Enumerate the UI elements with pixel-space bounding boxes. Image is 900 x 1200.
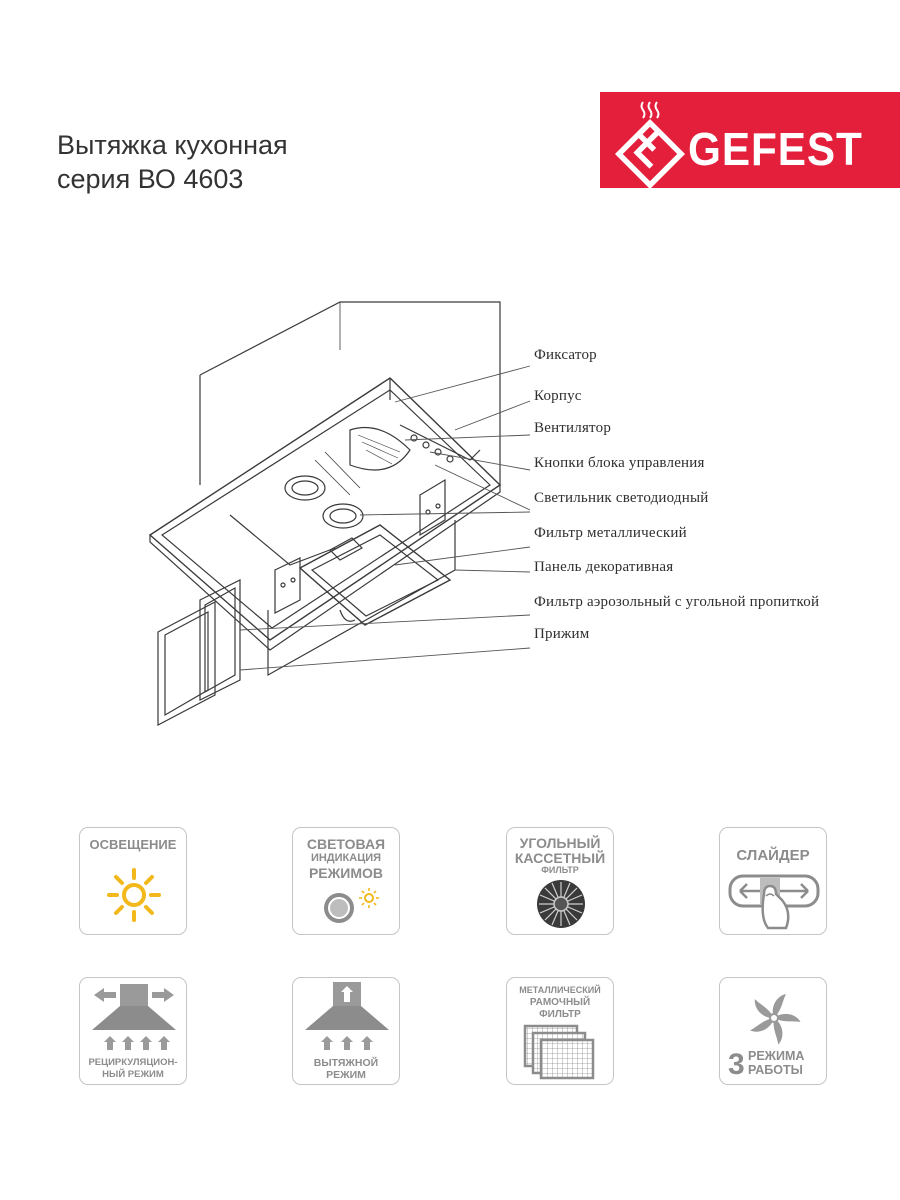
title-line-1: Вытяжка кухонная (57, 130, 288, 160)
slider-icon (720, 828, 828, 936)
label-clamp: Прижим (534, 626, 590, 642)
feature-carbon-filter-line2: КАССЕТНЫЙ (514, 850, 606, 866)
label-metal-filter: Фильтр металлический (534, 525, 687, 541)
feature-exhaust (292, 977, 400, 1085)
feature-carbon-filter (506, 827, 614, 935)
feature-light-indication (292, 827, 400, 935)
feature-light-indication-line1: СВЕТОВАЯ (306, 836, 386, 852)
brand-logo (600, 92, 900, 188)
label-fixator: Фиксатор (534, 347, 597, 363)
feature-carbon-filter-line1: УГОЛЬНЫЙ (519, 835, 601, 851)
feature-three-modes (719, 977, 827, 1085)
product-title (57, 128, 288, 196)
feature-slider (719, 827, 827, 935)
hood-assembly-diagram (0, 280, 900, 760)
feature-metal-filter (506, 977, 614, 1085)
feature-recirculation-line2: НЫЙ РЕЖИМ (102, 1069, 164, 1080)
feature-slider-label: СЛАЙДЕР (736, 847, 810, 864)
label-fan: Вентилятор (534, 420, 612, 436)
feature-carbon-filter-line3: ФИЛЬТР (541, 865, 579, 875)
light-indicator-icon (293, 828, 401, 936)
feature-light-indication-line2: ИНДИКАЦИЯ (310, 852, 382, 864)
feature-exhaust-line2: РЕЖИМ (326, 1069, 366, 1081)
feature-metal-filter-line2: РАМОЧНЫЙ (529, 997, 591, 1008)
feature-exhaust-line1: ВЫТЯЖНОЙ (313, 1057, 379, 1069)
feature-three-modes-line1: РЕЖИМА (748, 1049, 805, 1063)
sun-icon (80, 828, 188, 936)
carbon-filter-icon (507, 828, 615, 936)
label-control-buttons: Кнопки блока управления (534, 455, 705, 471)
modes-count: 3 (728, 1048, 745, 1081)
brand-name: GEFEST (688, 123, 863, 175)
hood-drawing (0, 280, 900, 760)
feature-three-modes-line2: РАБОТЫ (748, 1063, 803, 1077)
label-led-lamp: Светильник светодиодный (534, 490, 709, 506)
feature-lighting (79, 827, 187, 935)
feature-recirculation (79, 977, 187, 1085)
feature-metal-filter-line1: МЕТАЛЛИЧЕСКИЙ (519, 985, 601, 995)
feature-recirculation-line1: РЕЦИРКУЛЯЦИОН- (88, 1057, 178, 1068)
label-body: Корпус (534, 388, 582, 404)
feature-light-indication-line3: РЕЖИМОВ (308, 865, 384, 881)
label-aerosol-filter: Фильтр аэрозольный с угольной пропиткой (534, 594, 820, 610)
feature-metal-filter-line3: ФИЛЬТР (539, 1009, 581, 1020)
label-decor-panel: Панель декоративная (534, 559, 674, 575)
feature-lighting-label: ОСВЕЩЕНИЕ (89, 837, 177, 852)
title-line-2: серия ВО 4603 (57, 164, 244, 194)
metal-filter-icon (507, 978, 615, 1086)
